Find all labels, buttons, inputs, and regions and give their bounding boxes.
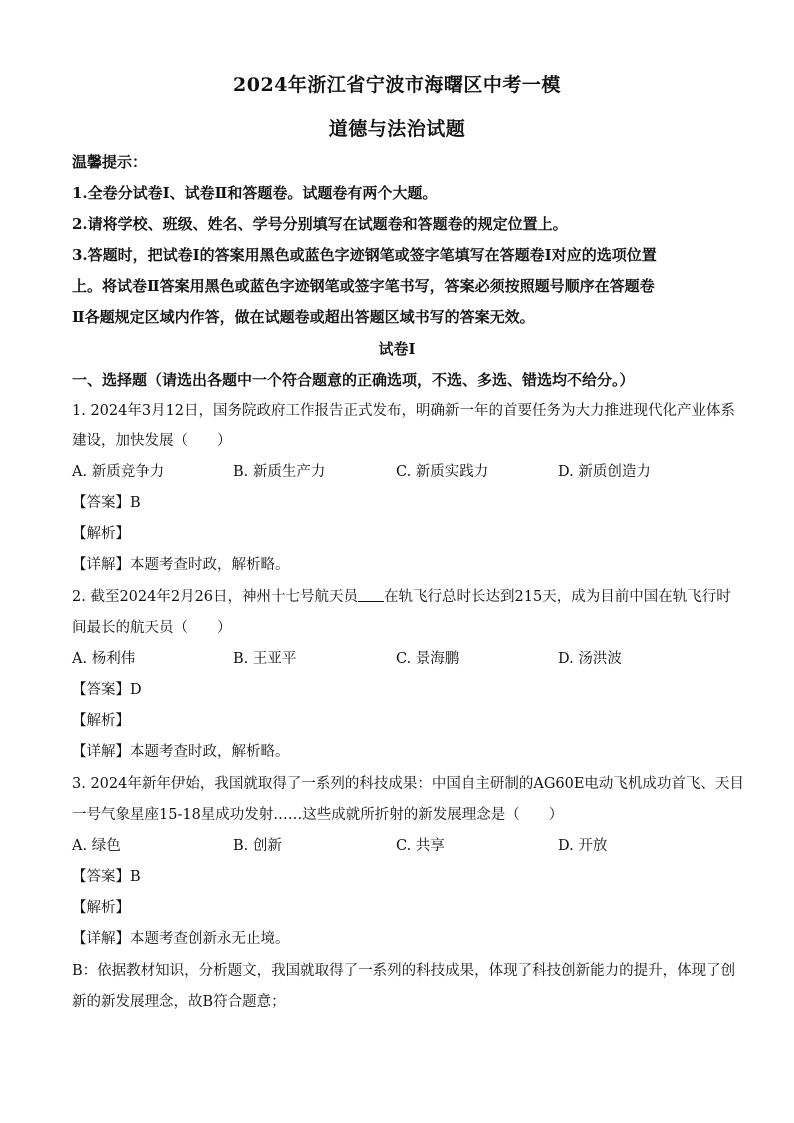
question-2-option-a: A. 杨利伟 [72,651,136,667]
question-2-stem-part-1: 2. 截至2024年2月26日，神州十七号航天员 [72,589,359,605]
question-3-explanation-line-2: 新的新发展理念，故B符合题意； [72,994,286,1010]
question-2-option-b: B. 王亚平 [233,651,297,667]
notice-item-3-line-1: 3.答题时，把试卷Ⅰ的答案用黑色或蓝色字迹钢笔或签字笔填写在答题卷Ⅰ对应的选项位置 [72,246,657,264]
notice-heading: 温馨提示： [72,153,148,171]
question-2-stem-line-2: 间最长的航天员（ ） [72,620,232,636]
question-3-explanation-line-1: B：依据教材知识，分析题文，我国就取得了一系列的科技成果，体现了科技创新能力的提升，体现了创 [72,963,736,979]
question-1-stem-line-1: 1. 2024年3月12日，国务院政府工作报告正式发布，明确新一年的首要任务为大力推进现代化产业体系 [72,403,736,419]
question-3-stem-line-1: 3. 2024年新年伊始，我国就取得了一系列的科技成果：中国自主研制的AG60E电动飞机成功首飞、天目 [72,776,744,792]
question-1-answer: 【答案】B [72,495,141,511]
question-3-detail: 【详解】本题考查创新永无止境。 [72,931,290,947]
question-2-blank [358,587,384,602]
question-3-option-b: B. 创新 [233,838,282,854]
notice-item-3-line-2: 上。将试卷Ⅱ答案用黑色或蓝色字迹钢笔或签字笔书写，答案必须按照题号顺序在答题卷 [72,277,655,295]
question-1-stem-line-2: 建设，加快发展（ ） [72,433,232,449]
notice-item-2: 2.请将学校、班级、姓名、学号分别填写在试题卷和答题卷的规定位置上。 [72,215,568,233]
question-1-option-b: B. 新质生产力 [233,464,326,480]
question-3-option-a: A. 绿色 [72,838,121,854]
question-2-answer: 【答案】D [72,682,142,698]
question-1-detail: 【详解】本题考查时政，解析略。 [72,557,290,573]
question-2-analysis: 【解析】 [72,713,130,729]
exam-subtitle: 道德与法治试题 [328,118,466,140]
exam-title: 2024年浙江省宁波市海曙区中考一模 [233,74,561,96]
question-3-option-c: C. 共享 [396,838,445,854]
notice-item-3-line-3: Ⅱ各题规定区域内作答，做在试题卷或超出答题区域书写的答案无效。 [72,308,535,326]
question-1-analysis: 【解析】 [72,526,130,542]
question-1-option-d: D. 新质创造力 [558,464,651,480]
question-2-option-c: C. 景海鹏 [396,651,460,667]
question-3-option-d: D. 开放 [558,838,608,854]
question-3-stem-line-2: 一号气象星座15-18星成功发射……这些成就所折射的新发展理念是（ ） [72,807,564,823]
notice-item-1: 1.全卷分试卷Ⅰ、试卷Ⅱ和答题卷。试题卷有两个大题。 [72,184,438,202]
part-heading: 一、选择题（请选出各题中一个符合题意的正确选项，不选、多选、错选均不给分。） [72,371,635,389]
question-2-detail: 【详解】本题考查时政，解析略。 [72,744,290,760]
paper-label: 试卷Ⅰ [378,340,416,358]
question-1-option-c: C. 新质实践力 [396,464,489,480]
question-2-stem-line-1 [72,587,732,607]
question-2-option-d: D. 汤洪波 [558,651,622,667]
question-2-stem-part-2: 在轨飞行总时长达到215天，成为目前中国在轨飞行时 [384,589,731,605]
question-3-answer: 【答案】B [72,869,141,885]
question-3-analysis: 【解析】 [72,900,130,916]
question-1-option-a: A. 新质竞争力 [72,464,165,480]
